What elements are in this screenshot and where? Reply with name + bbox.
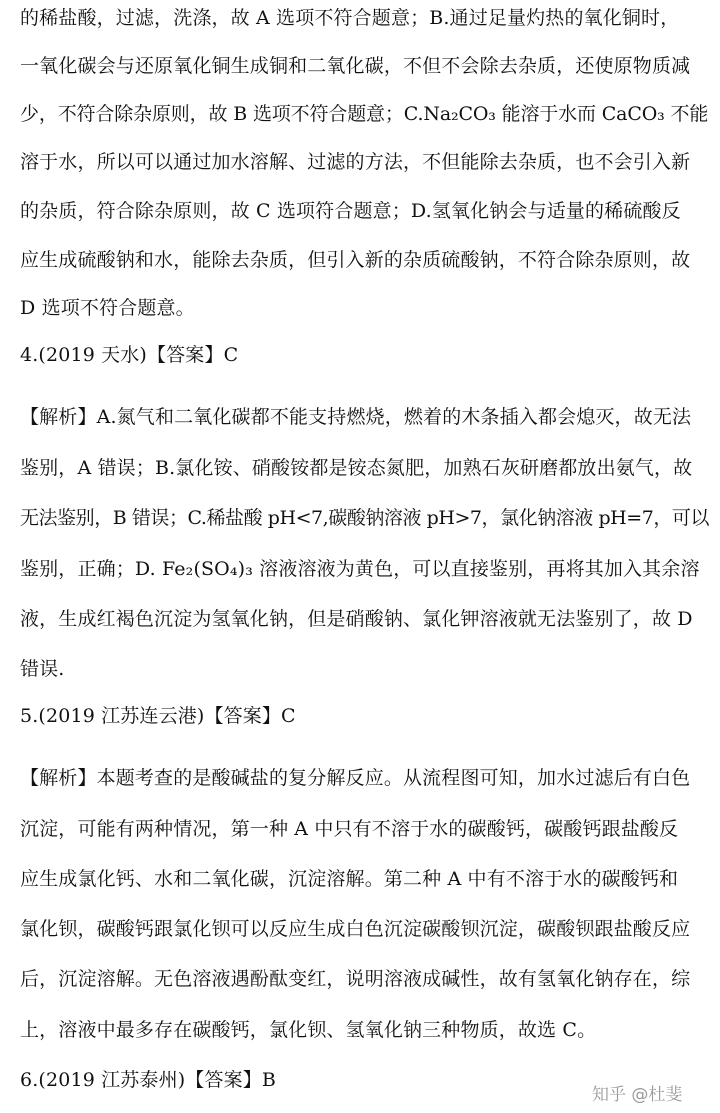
text-line: 少，不符合除杂原则，故 B 选项不符合题意；C.Na₂CO₃ 能溶于水而 CaCO₃ 不能	[20, 103, 709, 125]
text-line: 氯化钡，碳酸钙跟氯化钡可以反应生成白色沉淀碳酸钡沉淀，碳酸钡跟盐酸反应	[20, 918, 691, 940]
text-line: 错误.	[20, 658, 65, 680]
text-line: 上，溶液中最多存在碳酸钙，氯化钡、氢氧化钠三种物质，故选 C。	[20, 1019, 597, 1041]
text-line: 后，沉淀溶解。无色溶液遇酚酞变红，说明溶液成碱性，故有氢氧化钠存在，综	[20, 968, 691, 990]
text-line: 一氧化碳会与还原氧化铜生成铜和二氧化碳，不但不会除去杂质，还使原物质减	[20, 55, 691, 77]
text-line: 【解析】本题考查的是酸碱盐的复分解反应。从流程图可知，加水过滤后有白色	[20, 767, 691, 789]
question-answer-heading: 4.(2019 天水)【答案】C	[20, 344, 239, 366]
text-line: 鉴别，正确；D. Fe₂(SO₄)₃ 溶液溶液为黄色，可以直接鉴别，再将其加入其余溶	[20, 558, 700, 580]
question-answer-heading: 6.(2019 江苏泰州)【答案】B	[20, 1069, 277, 1091]
text-line: 溶于水，所以可以通过加水溶解、过滤的方法，不但能除去杂质，也不会引入新	[20, 151, 691, 173]
text-line: 沉淀，可能有两种情况，第一种 A 中只有不溶于水的碳酸钙，碳酸钙跟盐酸反	[20, 818, 679, 840]
text-line: 无法鉴别，B 错误；C.稀盐酸 pH<7,碳酸钠溶液 pH>7，氯化钠溶液 pH=7，可以	[20, 507, 710, 529]
text-line: 的稀盐酸，过滤，洗涤，故 A 选项不符合题意；B.通过足量灼热的氧化铜时，	[20, 7, 680, 29]
text-line: 【解析】A.氮气和二氧化碳都不能支持燃烧，燃着的木条插入都会熄灭，故无法	[20, 406, 692, 428]
text-line: D 选项不符合题意。	[20, 297, 195, 319]
text-line: 液，生成红褐色沉淀为氢氧化钠，但是硝酸钠、氯化钾溶液就无法鉴别了，故 D	[20, 608, 693, 630]
text-line: 应生成硫酸钠和水，能除去杂质，但引入新的杂质硫酸钠，不符合除杂原则，故	[20, 249, 691, 271]
text-line: 鉴别，A 错误；B.氯化铵、硝酸铵都是铵态氮肥，加熟石灰研磨都放出氨气，故	[20, 457, 693, 479]
text-line: 的杂质，符合除杂原则，故 C 选项符合题意；D.氢氧化钠会与适量的稀硫酸反	[20, 200, 681, 222]
question-answer-heading: 5.(2019 江苏连云港)【答案】C	[20, 705, 296, 727]
watermark: 知乎 @杜斐	[592, 1085, 683, 1105]
text-line: 应生成氯化钙、水和二氧化碳，沉淀溶解。第二种 A 中有不溶于水的碳酸钙和	[20, 868, 679, 890]
